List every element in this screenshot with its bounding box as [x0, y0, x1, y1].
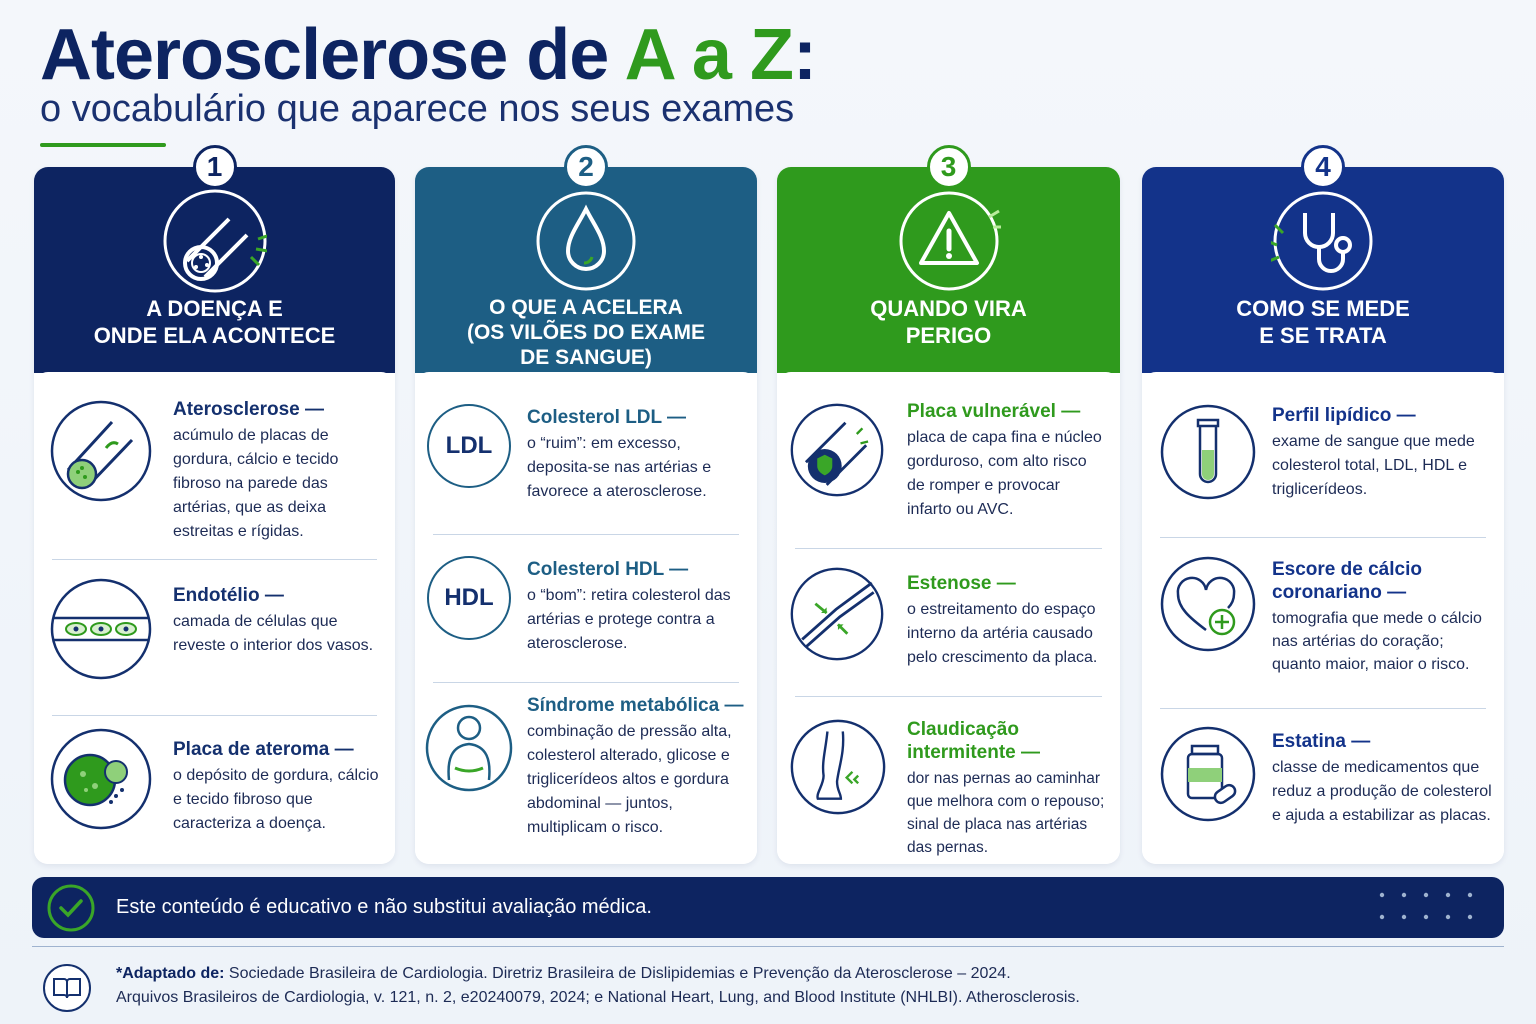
term-label: Aterosclerose — — [173, 399, 325, 420]
term-definition: o “ruim”: em excesso, deposita-se nas artérias e favorece a aterosclerose. — [527, 435, 712, 500]
term-definition: combinação de pressão alta, colesterol alterado, glicose e triglicerídeos altos e gordura abdominal — juntos, multiplicam o risco. — [527, 723, 732, 836]
entry-text — [527, 558, 745, 656]
term-label: Placa de ateroma — — [173, 739, 354, 760]
title-colon: : — [792, 15, 816, 95]
term-definition: o “bom”: retira colesterol das artérias e protege contra a aterosclerose. — [527, 587, 731, 652]
entry-text — [527, 694, 745, 840]
number-badge: 4 — [1301, 145, 1345, 189]
divider — [1160, 537, 1486, 538]
term-definition: placa de capa fina e núcleo gorduroso, com alto risco de romper e provocar infarto ou AVC. — [907, 429, 1102, 518]
divider — [795, 548, 1102, 549]
hdl-badge-label: HDL — [444, 584, 494, 611]
body-waist-icon — [425, 704, 513, 792]
entry-text — [173, 398, 383, 544]
column-body — [415, 372, 757, 864]
entry-text — [173, 738, 383, 836]
footer-divider — [32, 946, 1504, 947]
column-disease — [34, 151, 395, 864]
divider — [433, 682, 739, 683]
term-definition: classe de medicamentos que reduz a produção de colesterol e ajuda a estabilizar as placas. — [1272, 759, 1492, 824]
decorative-dots — [1376, 889, 1486, 925]
citation-line-2: Arquivos Brasileiros de Cardiologia, v. 121, n. 2, e20240079, 2024; e National Heart, Lung, and Blood Institute (NHLBI). Atherosclerosis. — [116, 989, 1080, 1006]
term-label: Estatina — — [1272, 731, 1371, 752]
title-underline — [40, 143, 166, 147]
column-title: COMO SE MEDE E SE TRATA — [1236, 296, 1410, 348]
test-tube-icon — [1160, 404, 1256, 500]
column-header — [1142, 151, 1504, 373]
divider — [1160, 708, 1486, 709]
book-icon — [42, 963, 92, 1013]
column-header — [777, 151, 1120, 373]
stenosis-icon — [789, 566, 885, 662]
column-header — [34, 151, 395, 373]
plaque-artery-icon — [50, 400, 152, 502]
citation-line-1 — [116, 962, 1080, 986]
term-definition: tomografia que mede o cálcio nas artérias do coração; quanto maior, maior o risco. — [1272, 610, 1482, 673]
ldl-badge — [427, 404, 511, 488]
term-label: Perfil lipídico — — [1272, 405, 1416, 426]
divider — [795, 696, 1102, 697]
term-label: Endotélio — — [173, 585, 284, 606]
entry-text — [907, 572, 1108, 670]
heart-plus-icon — [1160, 556, 1256, 652]
number-badge: 3 — [927, 145, 971, 189]
number-badge: 1 — [193, 145, 237, 189]
ldl-badge-label: LDL — [445, 432, 493, 459]
divider — [433, 534, 739, 535]
term-definition: dor nas pernas ao caminhar que melhora com o repouso; sinal de placa nas artérias das pernas. — [907, 770, 1105, 856]
page-subtitle: o vocabulário que aparece nos seus exames — [40, 88, 795, 130]
divider — [52, 559, 377, 560]
column-body — [777, 372, 1120, 864]
term-label: Claudicação intermitente — — [907, 719, 1041, 763]
leg-icon — [789, 718, 887, 816]
vulnerable-plaque-icon — [789, 402, 885, 498]
citation-text-1: Sociedade Brasileira de Cardiologia. Diretriz Brasileira de Dislipidemias e Prevenção da Aterosclerose – 2024. — [224, 965, 1011, 982]
term-definition: exame de sangue que mede colesterol total, LDL, HDL e triglicerídeos. — [1272, 433, 1475, 498]
stethoscope-icon — [1271, 189, 1375, 293]
disclaimer-text: Este conteúdo é educativo e não substitui avaliação médica. — [116, 896, 652, 918]
column-body — [1142, 372, 1504, 864]
column-measure-treat — [1142, 151, 1504, 864]
column-title: A DOENÇA E ONDE ELA ACONTECE — [93, 296, 336, 348]
entry-text — [907, 718, 1108, 859]
endothelium-icon — [50, 578, 152, 680]
term-label: Escore de cálcio coronariano — — [1272, 559, 1422, 603]
term-label: Estenose — — [907, 573, 1016, 594]
column-header — [415, 151, 757, 373]
divider — [52, 715, 377, 716]
entry-text — [527, 406, 745, 504]
title-main: Aterosclerose de — [40, 15, 625, 95]
term-definition: acúmulo de placas de gordura, cálcio e tecido fibroso na parede das artérias, que as deixa estreitas e rígidas. — [173, 427, 339, 540]
page-title — [40, 14, 816, 96]
title-highlight: A a Z — [624, 15, 793, 95]
entry-text — [173, 584, 383, 658]
disclaimer-banner — [32, 877, 1504, 938]
entry-text — [1272, 558, 1492, 676]
term-definition: camada de células que reveste o interior dos vasos. — [173, 613, 374, 654]
source-citation — [116, 962, 1080, 1010]
pill-bottle-icon — [1160, 726, 1256, 822]
column-accelerators — [415, 151, 757, 864]
entry-text — [1272, 404, 1492, 502]
check-circle-icon — [46, 883, 96, 933]
warning-icon — [897, 189, 1001, 293]
artery-icon — [163, 189, 267, 293]
hdl-badge — [427, 556, 511, 640]
blood-drop-icon — [534, 189, 638, 293]
column-danger — [777, 151, 1120, 864]
term-label: Colesterol HDL — — [527, 559, 689, 580]
number-badge: 2 — [564, 145, 608, 189]
atheroma-icon — [50, 728, 152, 830]
term-label: Síndrome metabólica — — [527, 695, 744, 716]
entry-text — [907, 400, 1108, 522]
term-label: Placa vulnerável — — [907, 401, 1081, 422]
term-label: Colesterol LDL — — [527, 407, 687, 428]
term-definition: o depósito de gordura, cálcio e tecido fibroso que caracteriza a doença. — [173, 767, 379, 832]
term-definition: o estreitamento do espaço interno da artéria causado pelo crescimento da placa. — [907, 601, 1098, 666]
entry-text — [1272, 730, 1492, 828]
citation-label: *Adaptado de: — [116, 965, 225, 982]
column-title: QUANDO VIRA PERIGO — [870, 296, 1027, 348]
column-title: O QUE A ACELERA (OS VILÕES DO EXAME DE SANGUE) — [466, 296, 706, 369]
column-body — [34, 372, 395, 864]
